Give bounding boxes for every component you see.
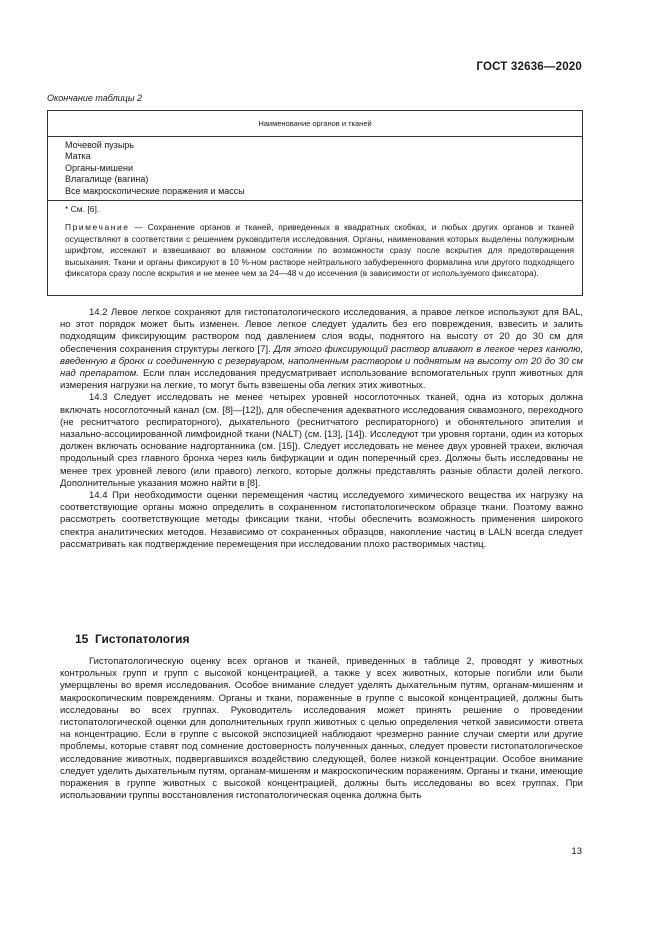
table-rows <box>48 137 582 197</box>
paragraph-15: Гистопатологическую оценку всех органов и тканей, приведенных в таблице 2, проводят у животных контрольных групп и групп с высокой концентрацией, а также у всех животных, которые погибли или были умерщвлены во время исследования. Особое внимание следует уделять дыхательным путям, органам-мишеням и макроскопическим повреждениям. Органы и ткани, пораженные в группе с высокой концентрацией, должны быть исследованы во всех группах. Руководитель исследования может принять решение о проведении гистопатологической оценки для дополнительных групп животных с целью определения четкой зависимости ответа на концентрацию. Если в группе с высокой экспозицией наблюдают чрезмерно ранние случаи смерти или другие проблемы, которые ставят под сомнение достоверность полученных данных, следует провести гистопатологическое исследование животных, подвергавшихся воздействию следующей, более низкой концентрации. Особое внимание следует уделить дыхательным путям, органам-мишеням и макроскопическим поражениям. Органы и ткани, имеющие поражения в группе животных с высокой концентрацией, должны быть исследованы во всех группах. При использовании группы восстановления гистопатологическая оценка должна быть <box>60 656 583 802</box>
section-heading <box>75 632 189 646</box>
table-row: Все макроскопические поражения и массы <box>65 185 245 196</box>
paragraph-block-14 <box>60 307 583 551</box>
organs-table <box>47 110 583 296</box>
paragraph-14-2-text-end: Если план исследования предусматривает использование вспомогательных групп животных для измерения нагрузки на легкие, то могут быть взвешены оба легких этих животных. <box>60 368 583 392</box>
table-footnote: * См. [6]. <box>65 204 100 215</box>
note-text: — Сохранение органов и тканей, приведенных в квадратных скобках, и любых других органов и тканей осуществляют в соответствии с решением руководителя исследования. Органы, наименования которых выделены полужирным шрифтом, иссекают и взвешивают во влажном состоянии по возможности сразу после вскрытия для предотвращения высыхания. Ткани и органы фиксируют в 10 %-ном растворе нейтрального забуференного формалина или другого подходящего фиксатора сразу после вскрытия и не менее чем за 24—48 ч до иссечения (в зависимости от используемого фиксатора). <box>65 222 574 279</box>
section-title: Гистопатология <box>95 632 190 646</box>
paragraph-14-4: 14.4 При необходимости оценки перемещения частиц исследуемого химического вещества их нагрузку на соответствующие органы можно определить в сохраненном гистопатологическом образце ткани. Поэтому важно рассмотреть соответствующие методы фиксации ткани, чтобы обеспечить возможность применения широкого спектра аналитических методов. Независимо от сохраненных образцов, накопление частиц в LALN всегда следует рассматривать как подтверждение перемещения при исследовании плохо растворимых частиц. <box>60 490 583 550</box>
note-label: Примечание <box>65 222 130 233</box>
page-number: 13 <box>571 846 582 857</box>
paragraph-14-2 <box>60 307 583 392</box>
table-row: Матка <box>65 151 91 162</box>
table-row: Влагалище (вагина) <box>65 174 149 185</box>
paragraph-14-2-italic: Для этого фиксирующий раствор вливают в легкое через канюлю, введенную в бронх и соединенную с резервуаром, наполненным раствором и поднятым на высоту от 20 до 30 см над препаратом. <box>60 343 583 380</box>
paragraph-14-2-text: 14.2 Левое легкое сохраняют для гистопатологического исследования, а правое легкое используют для BAL, но этот порядок может быть изменен. Левое легкое следует удалить без его повреждения, взвесить и залить подходящим фиксирующим раствором под давлением слоя воды, поднятого на высоту от 20 до 30 см для обеспечения сохранения структуры легкого [7]. <box>60 307 583 355</box>
section-number: 15 <box>75 632 89 646</box>
document-standard-number: ГОСТ 32636—2020 <box>476 61 582 73</box>
paragraph-14-3: 14.3 Следует исследовать не менее четырех уровней носоглоточных тканей, одна из которых должна включать носоглоточный канал (см. [8]—[12]), для обеспечения адекватного исследования сквамозного, переходного (не реснитчатого респираторного), дыхательного (реснитчатого респираторного) и обонятельного эпителия и назально-ассоциированной лимфоидной ткани (NALT) (см. [13], [14]). Исследуют три уровня гортани, один из которых должен включать основание надгортанника (см. [15]). Следует исследовать не менее двух уровней трахеи, включая продольный срез главного бронха через киль бифуркации и один поперечный срез. Должны быть исследованы не менее трех уровней левого (или правого) легкого, которые должны представлять разные области долей легкого. Дополнительные указания можно найти в [8]. <box>60 392 583 489</box>
table-column-header: Наименование органов и тканей <box>48 111 582 137</box>
table-row: Органы-мишени <box>65 162 133 173</box>
paragraph-block-15 <box>60 656 583 802</box>
table-caption: Окончание таблицы 2 <box>47 93 142 103</box>
table-row: Мочевой пузырь <box>65 140 134 150</box>
table-note <box>48 215 582 280</box>
